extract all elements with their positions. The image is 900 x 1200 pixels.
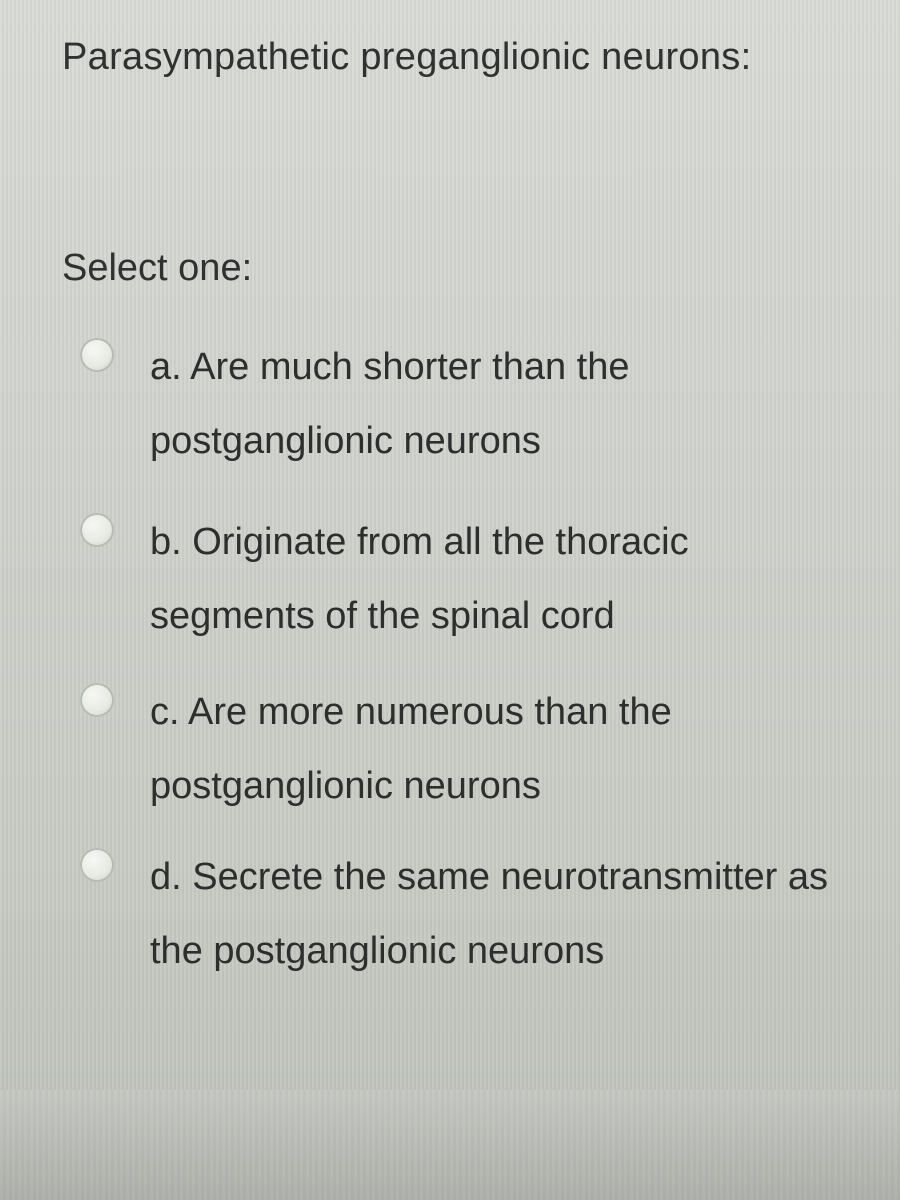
option-label: d. Secrete the same neurotransmitter as the postganglionic neurons — [150, 856, 828, 972]
option-label: b. Originate from all the thoracic segments of the spinal cord — [150, 521, 689, 637]
radio-button-icon[interactable] — [80, 338, 114, 372]
select-one-label: Select one: — [62, 247, 253, 289]
option-label: c. Are more numerous than the postganglionic neurons — [150, 691, 672, 807]
question-text: Parasympathetic preganglionic neurons: — [62, 36, 752, 78]
option-label: a. Are much shorter than the postganglionic neurons — [150, 346, 630, 462]
screen-bottom-area — [0, 1090, 900, 1200]
radio-button-icon[interactable] — [80, 848, 114, 882]
radio-button-icon[interactable] — [80, 513, 114, 547]
radio-button-icon[interactable] — [80, 683, 114, 717]
